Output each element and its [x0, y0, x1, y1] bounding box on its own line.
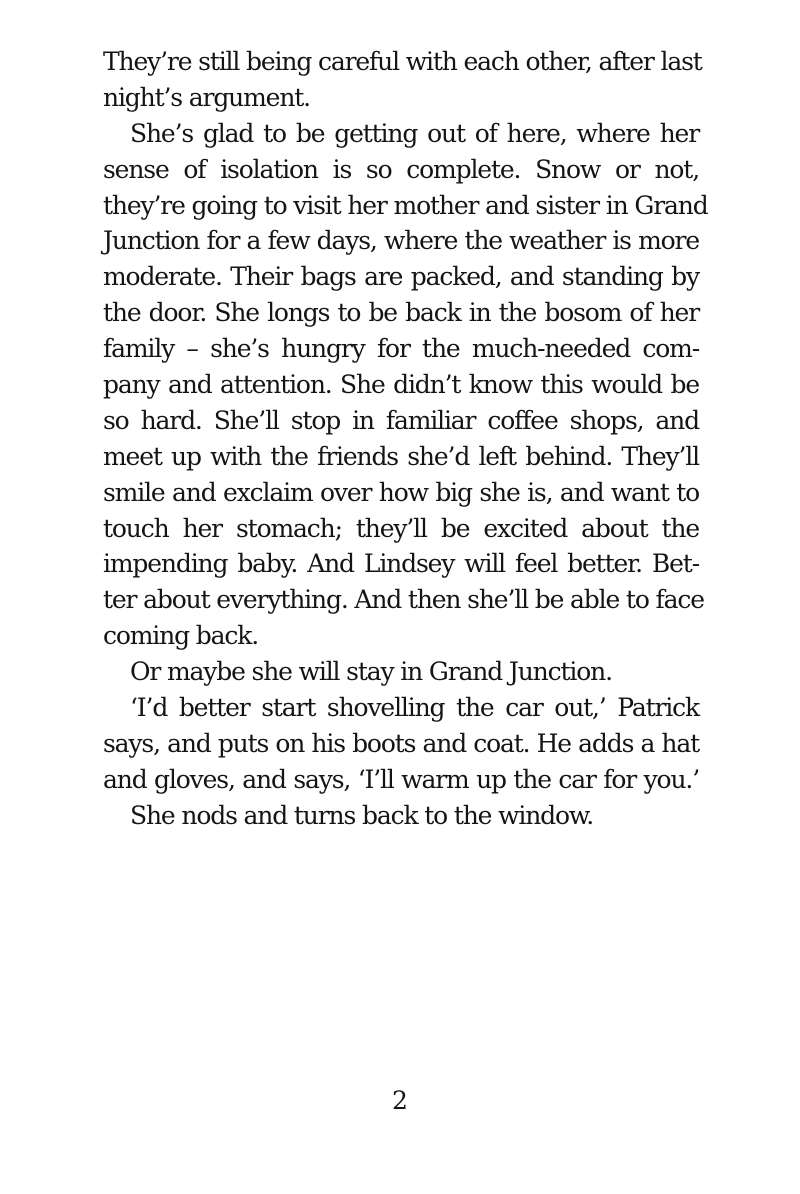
- text-line: says, and puts on his boots and coat. He adds a hat: [103, 728, 699, 758]
- text-line: meet up with the friends she’d left behind. They’ll: [103, 441, 699, 471]
- text-line: the door. She longs to be back in the bosom of her: [103, 298, 699, 328]
- text-line: ‘I’d better start shovelling the car out,’ Patrick: [130, 693, 699, 723]
- text-line: touch her stomach; they’ll be excited about the: [103, 513, 699, 543]
- text-line: impending baby. And Lindsey will feel better. Bet-: [103, 549, 699, 579]
- text-line: pany and attention. She didn’t know this would be: [103, 370, 699, 400]
- text-line: and gloves, and says, ‘I’ll warm up the car for you.’: [103, 764, 699, 794]
- text-line: smile and exclaim over how big she is, and want to: [103, 477, 699, 507]
- text-line: coming back.: [103, 621, 259, 651]
- text-line: they’re going to visit her mother and sister in Grand: [103, 190, 708, 220]
- text-line: family – she’s hungry for the much-needed com-: [103, 334, 699, 364]
- text-line: moderate. Their bags are packed, and standing by: [103, 262, 699, 292]
- text-line: She nods and turns back to the window.: [130, 800, 594, 830]
- body-text: [103, 44, 708, 834]
- text-line: ter about everything. And then she’ll be able to face: [103, 585, 704, 615]
- text-line: night’s argument.: [103, 82, 310, 112]
- text-line: Junction for a few days, where the weather is more: [103, 226, 699, 256]
- text-line: They’re still being careful with each other, after last: [103, 47, 702, 76]
- page-number: 2: [392, 1086, 408, 1115]
- text-line: She’s glad to be getting out of here, where her: [130, 118, 699, 148]
- text-line: Or maybe she will stay in Grand Junction.: [130, 657, 612, 687]
- text-line: sense of isolation is so complete. Snow or not,: [103, 154, 699, 184]
- text-line: so hard. She’ll stop in familiar coffee shops, and: [103, 405, 699, 435]
